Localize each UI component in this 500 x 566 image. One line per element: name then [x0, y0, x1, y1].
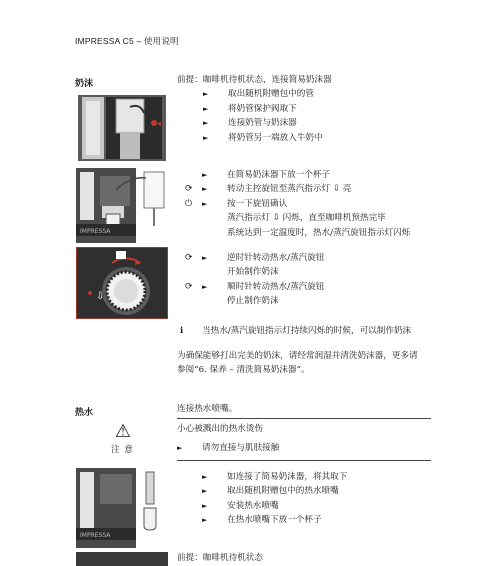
warning-icon: ⚠	[114, 421, 132, 442]
bullet-icon: ►	[203, 119, 209, 128]
list-item	[202, 265, 324, 279]
list-item-text: 停止制作奶沫	[227, 296, 279, 307]
svg-text:◂: ◂	[157, 119, 162, 128]
power-button-icon: ⏻	[185, 198, 193, 209]
warning-label: 注 意	[111, 445, 134, 455]
section-title-water: 热水	[75, 407, 94, 417]
list-item-note	[202, 226, 410, 240]
list-item	[203, 87, 332, 101]
list-item-text: 如连接了简易奶沫器，将其取下	[227, 472, 348, 482]
list-item-text: 安装热水喷嘴	[227, 500, 279, 511]
list-item	[202, 168, 410, 182]
milk-step2-list	[185, 168, 411, 240]
milk-info-text: 当热水/蒸汽旋钮指示灯持续闪烁的时候，可以制作奶沫	[202, 326, 412, 336]
bullet-icon: ►	[203, 104, 209, 113]
bullet-icon: ►	[202, 473, 208, 481]
list-item-text: 按一下旋钮确认	[227, 198, 288, 209]
machine-cup-illustration	[76, 166, 168, 243]
rotary-knob-icon: ⟳	[185, 281, 193, 292]
machine-standby-illustration	[76, 552, 168, 566]
list-item	[202, 484, 347, 498]
list-item-text: 在热水喷嘴下放一个杯子	[227, 515, 322, 526]
bullet-icon: ►	[202, 171, 208, 179]
milk-step3-list	[185, 251, 325, 309]
bullet-icon: ►	[202, 199, 208, 208]
rotary-knob-icon: ⟳	[185, 184, 193, 195]
milk-advice-line2: 参阅“6. 保养 – 清洗简易奶沫器”。	[177, 365, 310, 376]
milk-advice-line1: 为确保能够打出完美的奶沫，请经常润湿并清洗奶沫器，更多请	[177, 351, 418, 361]
machine-frother-illustration	[76, 93, 168, 163]
bullet-icon: ►	[202, 254, 208, 262]
rotary-knob-icon: ⟳	[185, 253, 193, 263]
list-item	[202, 499, 347, 513]
water-intro: 连接热水喷嘴。	[177, 404, 238, 414]
svg-text:⇩: ⇩	[96, 291, 105, 302]
list-item	[203, 116, 332, 130]
list-item	[202, 470, 347, 484]
water-list	[202, 470, 347, 528]
document-header: IMPRESSA C5 – 使用说明	[75, 36, 179, 46]
svg-text:IMPRESSA: IMPRESSA	[80, 228, 111, 235]
list-item	[202, 513, 347, 527]
milk-step1-list	[177, 87, 332, 145]
svg-text:IMPRESSA: IMPRESSA	[80, 532, 111, 539]
divider-bottom	[177, 460, 431, 461]
bullet-icon: ►	[202, 487, 208, 496]
milk-advice	[177, 349, 418, 378]
list-item-text: 顺时针转动热水/蒸汽旋钮	[227, 281, 325, 292]
list-item-text: 取出随机附赠包中的热水喷嘴	[227, 486, 339, 497]
list-item-text: 连接奶管与奶沫器	[228, 118, 297, 129]
list-item-text: 在简易奶沫器下放一个杯子	[227, 170, 331, 180]
bullet-icon: ►	[202, 516, 208, 525]
list-item-text: 转动主控旋钮至蒸汽指示灯 ⇩ 亮	[227, 184, 352, 195]
bullet-icon: ►	[202, 282, 208, 291]
list-item-note	[202, 211, 410, 225]
list-item-text: 逆时针转动热水/蒸汽旋钮	[227, 253, 325, 263]
list-item	[185, 197, 410, 211]
warning-item: ► 请勿直接与肌肤接触	[177, 441, 500, 455]
water-bottom-intro: 前提：咖啡机待机状态	[177, 553, 263, 563]
milk-step1-intro: 前提：咖啡机待机状态，连接简易奶沫器	[177, 75, 332, 85]
list-item	[203, 102, 332, 116]
list-item-text: 开始制作奶沫	[227, 267, 279, 278]
list-item	[185, 182, 410, 196]
bullet-icon: ►	[203, 90, 209, 99]
bullet-icon: ►	[177, 444, 183, 452]
list-item-text: 蒸汽指示灯 ⇩ 闪烁，直至咖啡机预热完毕	[227, 213, 386, 224]
list-item	[202, 294, 324, 308]
divider-top	[177, 418, 431, 419]
bullet-icon: ►	[203, 133, 209, 142]
list-item	[203, 131, 332, 145]
bullet-icon: ►	[202, 501, 208, 510]
list-item	[185, 280, 325, 294]
list-item-text: 将奶管另一端放入牛奶中	[228, 132, 323, 143]
warning-title: 小心被溅出的热水烫伤	[177, 424, 263, 434]
bullet-icon: ►	[202, 185, 208, 194]
info-icon: ℹ	[180, 326, 184, 336]
milk-info	[180, 324, 411, 338]
list-item-text: 将奶管保护阀取下	[228, 103, 297, 114]
milk-step1	[177, 73, 332, 145]
list-item-text: 系统达到一定温度时，热水/蒸汽旋钮指示灯闪烁	[227, 227, 411, 238]
hot-water-nozzle-illustration	[76, 468, 168, 548]
list-item	[185, 251, 325, 265]
rotary-knob-illustration	[76, 247, 168, 319]
list-item-text: 取出随机附赠包中的管	[228, 89, 314, 100]
section-title-milk: 奶沫	[75, 78, 94, 88]
